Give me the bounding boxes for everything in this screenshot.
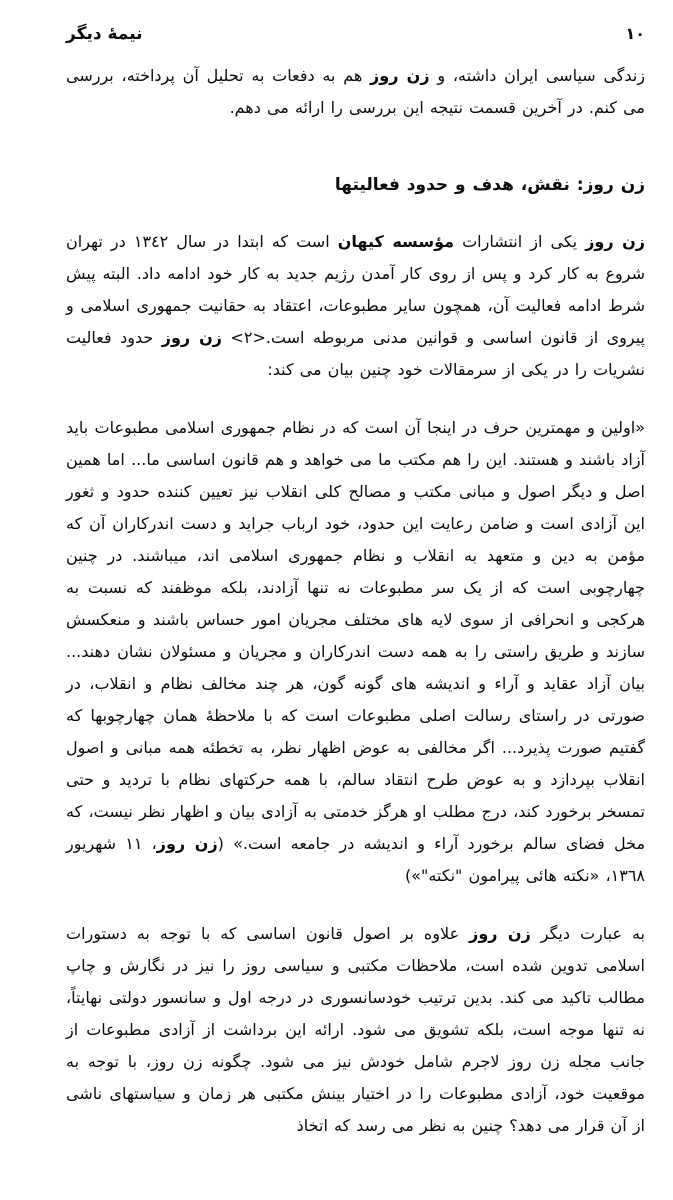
running-header	[66, 24, 645, 44]
book-title: نیمهٔ دیگر	[66, 24, 143, 44]
analysis-paragraph: به عبارت دیگر زن روز علاوه بر اصول قانون اساسی که با توجه به دستورات اسلامی تدوین شده است، ملاحظات مکتبی و سیاسی روز را نیز در نگارش و چاپ مطالب تاکید می کند. بدین ترتیب خودسانسوری در درجه اول و سانسور دولتی نهایتاً، نه تنها موجه است، بلکه تشویق می شود. ارائه این برداشت از آزادی مطبوعات از جانب مجله زن روز لاجرم شامل خودش نیز می شود. چگونه زن روز، با توجه به موقعیت خود، آزادی مطبوعات را در اختیار بینش مکتبی هر زمان و سیاستهای ناشی از آن قرار می دهد؟ چنین به نظر می رسد که اتخاذ	[66, 924, 645, 1135]
page-number: ١٠	[625, 24, 645, 43]
section-heading: زن روز: نقش، هدف و حدود فعالیتها	[334, 175, 645, 195]
editorial-quote: «اولین و مهمترین حرف در اینجا آن است که در نظام جمهوری اسلامی مطبوعات باید آزاد باشند و هستند. این را هم مکتب ما می خواهد و هم قانون اساسی ما... اما همین اصل و دیگر اصول و مبانی مکتب و مصالح کلی انقلاب نیز تعیین کننده حدود و ثغور این آزادی است و ضامن رعایت این حدود، خود ارباب جراید و دست اندرکاران آن که مؤمن به دین و متعهد به انقلاب و نظام جمهوری اسلامی اند، میباشند. در چنین چهارچوبی است که از یک سر مطبوعات نه تنها آزادند، بلکه موظفند که نسبت به هرکجی و انحرافی از سوی لایه های مختلف مجریان امور حساس باشند و منعکسش سازند و طریق راستی را به همه دست اندرکاران و مجریان و مسئولان نشان دهند... بیان آزاد عقاید و آراء و اندیشه های گونه گون، هر چند مخالف نظام و انقلاب، در صورتی در راستای رسالت اصلی مطبوعات است که با ملاحظهٔ همان چهارچوبها که گفتیم صورت پذیرد... اگر مخالفی به عوض اظهار نظر، به تخطئه همه مبانی و اصول انقلاب بپردازد و به عوض طرح انتقاد سالم، با همه حرکتهای نظام با تردید و حتی تمسخر برخورد کند، درج مطلب او هرگز خدمتی به آزادی بیان و اظهار نظر نیست، که مخل فضای سالم برخورد آراء و اندیشه در جامعه است.» (زن روز، ١١ شهریور ١٣٦٨، «نکته هائی پیرامون "نکته"»)	[66, 418, 646, 885]
content	[66, 60, 645, 1142]
zan-e-ruz-intro-paragraph: زن روز یکی از انتشارات مؤسسه کیهان است که ابتدا در سال ١٣٤٢ در تهران شروع به کار کرد و پس از روی کار آمدن رژیم جدید به کار خود ادامه داد. البته پیش شرط ادامه فعالیت آن، همچون سایر مطبوعات، اعتقاد به حقانیت جمهوری اسلامی و پیروی از قانون اساسی و قوانین مدنی مربوطه است.<٢> زن روز حدود فعالیت نشریات را در یکی از سرمقالات خود چنین بیان می کند:	[66, 232, 646, 379]
intro-paragraph: زندگی سیاسی ایران داشته، و زن روز هم به دفعات به تحلیل آن پرداخته، بررسی می کنم. در آخرین قسمت نتیجه این بررسی را ارائه می دهم.	[66, 66, 645, 117]
